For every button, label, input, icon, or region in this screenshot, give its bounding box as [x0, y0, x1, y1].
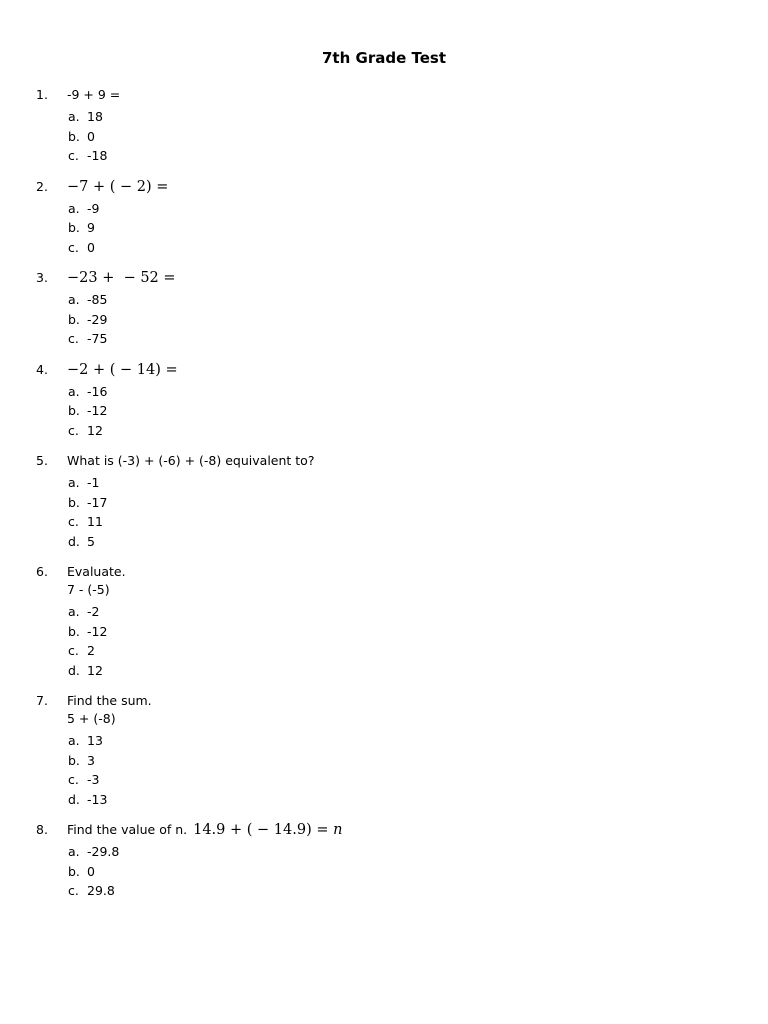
choice-text: -18 [87, 148, 108, 163]
choice-letter: c. [68, 422, 79, 438]
choice-text: -75 [87, 331, 108, 346]
answer-choice [68, 641, 736, 661]
choice-letter: c. [68, 883, 79, 898]
choice-text: 12 [87, 422, 103, 438]
answer-choices [36, 731, 736, 809]
answer-choice [68, 421, 736, 441]
answer-choice [68, 146, 736, 166]
question-text: -9 + 9 = [67, 87, 121, 102]
question-number: 4. [36, 361, 48, 377]
choice-letter: b. [68, 220, 80, 235]
choice-letter: d. [68, 533, 80, 549]
question-5 [36, 452, 736, 551]
choice-letter: a. [68, 383, 80, 399]
choice-letter: c. [68, 772, 79, 787]
question-math-expression: 14.9 + ( − 14.9) = n [193, 822, 343, 838]
answer-choice [68, 199, 736, 219]
choice-text: 12 [87, 662, 103, 678]
choice-text: 18 [87, 109, 103, 124]
choice-letter: a. [68, 200, 80, 216]
answer-choice [68, 218, 736, 238]
choice-text: -12 [87, 403, 108, 418]
question-text: Find the sum. [67, 693, 152, 708]
answer-choice [68, 473, 736, 493]
choice-text: -16 [87, 383, 108, 399]
choice-letter: b. [68, 403, 80, 418]
answer-choice [68, 290, 736, 310]
answer-choice [68, 602, 736, 622]
answer-choices [36, 107, 736, 166]
question-math-expression: −2 + ( − 14) = [67, 361, 178, 378]
question-6 [36, 563, 736, 680]
question-stem [36, 563, 736, 581]
question-text: Evaluate. [67, 564, 126, 579]
choice-letter: a. [68, 733, 80, 748]
answer-choices [36, 602, 736, 680]
question-stem [36, 269, 736, 287]
question-number: 8. [36, 822, 48, 837]
choice-text: -12 [87, 623, 108, 639]
choice-letter: c. [68, 239, 79, 255]
answer-choices [36, 382, 736, 441]
choice-letter: a. [68, 844, 80, 859]
choice-text: -3 [87, 772, 100, 787]
answer-choice [68, 842, 736, 862]
answer-choice [68, 329, 736, 349]
choice-text: -9 [87, 200, 100, 216]
variable-n: n [333, 822, 343, 838]
question-math-expression: −7 + ( − 2) = [67, 178, 169, 195]
choice-text: 29.8 [87, 883, 115, 898]
question-8 [36, 821, 736, 901]
question-stem [36, 361, 736, 379]
answer-choice [68, 238, 736, 258]
question-number: 6. [36, 564, 48, 579]
choice-letter: d. [68, 662, 80, 678]
question-stem [36, 821, 736, 839]
question-expression: 5 + (-8) [67, 711, 116, 726]
choice-letter: c. [68, 331, 79, 346]
answer-choice [68, 790, 736, 810]
question-text: Find the value of n. [67, 822, 188, 837]
question-4 [36, 361, 736, 441]
answer-choice [68, 862, 736, 882]
answer-choice [68, 310, 736, 330]
question-stem [36, 692, 736, 710]
choice-letter: c. [68, 514, 79, 529]
question-list [36, 86, 736, 913]
question-1 [36, 86, 736, 166]
answer-choice [68, 731, 736, 751]
question-stem [36, 178, 736, 196]
choice-text: 3 [87, 752, 95, 768]
choice-text: 9 [87, 220, 95, 235]
choice-text: 13 [87, 733, 103, 748]
question-number: 1. [36, 87, 48, 102]
answer-choices [36, 473, 736, 551]
answer-choice [68, 382, 736, 402]
answer-choice [68, 401, 736, 421]
answer-choice [68, 127, 736, 147]
choice-letter: b. [68, 863, 80, 879]
choice-text: 11 [87, 514, 103, 529]
question-text: What is (-3) + (-6) + (-8) equivalent to? [67, 453, 315, 468]
question-number: 2. [36, 178, 48, 194]
choice-letter: d. [68, 791, 80, 807]
question-number: 7. [36, 693, 48, 708]
question-number: 5. [36, 453, 48, 468]
choice-letter: c. [68, 148, 79, 163]
answer-choice [68, 493, 736, 513]
choice-text: 0 [87, 239, 95, 255]
question-number: 3. [36, 270, 48, 285]
choice-letter: a. [68, 292, 80, 307]
question-stem [36, 452, 736, 470]
answer-choices [36, 199, 736, 258]
choice-letter: b. [68, 311, 80, 327]
choice-text: 5 [87, 533, 95, 549]
choice-text: -2 [87, 604, 100, 619]
answer-choices [36, 842, 736, 901]
page-title: 7th Grade Test [322, 49, 446, 67]
question-3 [36, 269, 736, 349]
question-7 [36, 692, 736, 809]
choice-text: -29 [87, 311, 108, 327]
choice-text: -1 [87, 475, 100, 490]
answer-choice [68, 107, 736, 127]
choice-letter: a. [68, 475, 80, 490]
answer-choice [68, 622, 736, 642]
question-expression: 7 - (-5) [67, 582, 110, 597]
answer-choice [68, 532, 736, 552]
choice-text: 0 [87, 863, 95, 879]
choice-letter: a. [68, 109, 80, 124]
choice-text: -13 [87, 791, 108, 807]
answer-choice [68, 770, 736, 790]
choice-letter: a. [68, 604, 80, 619]
answer-choice [68, 751, 736, 771]
choice-letter: b. [68, 494, 80, 510]
choice-text: -17 [87, 494, 108, 510]
choice-letter: b. [68, 623, 80, 639]
question-stem [36, 86, 736, 104]
question-math-expression: −23 + − 52 = [67, 270, 176, 286]
answer-choice [68, 512, 736, 532]
choice-letter: b. [68, 128, 80, 144]
choice-letter: b. [68, 752, 80, 768]
answer-choice [68, 661, 736, 681]
choice-letter: c. [68, 643, 79, 658]
question-2 [36, 178, 736, 258]
choice-text: 2 [87, 643, 95, 658]
answer-choice [68, 881, 736, 901]
choice-text: -85 [87, 292, 108, 307]
choice-text: 0 [87, 128, 95, 144]
choice-text: -29.8 [87, 844, 120, 859]
answer-choices [36, 290, 736, 349]
